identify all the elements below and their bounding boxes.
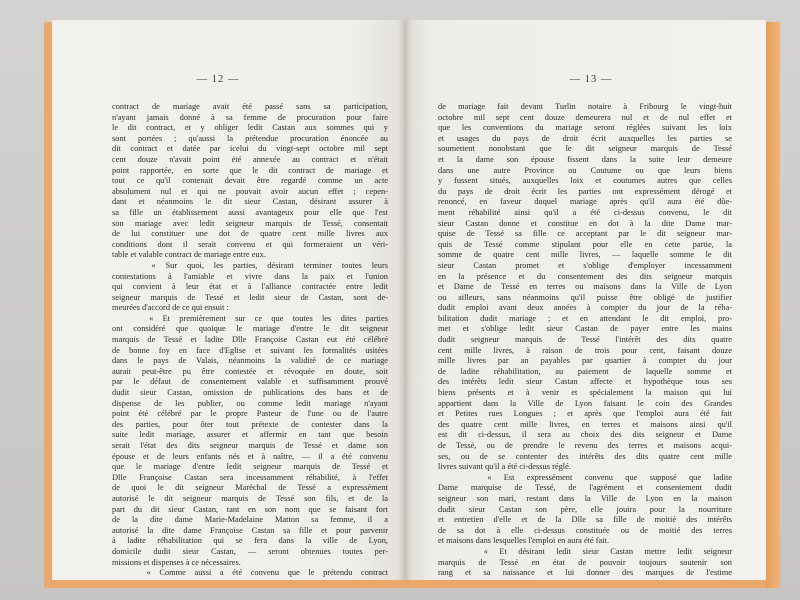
text-line: ou ailleurs, sans néanmoins qu'il puisse être obligé de justifier <box>438 292 732 302</box>
text-line: qui convient à leur état et à l'alliance contractée entre ledit <box>112 282 388 292</box>
book-gutter <box>398 20 412 580</box>
left-page-text <box>112 102 388 579</box>
text-line: biens présents et à venir et spécialement la maison qui lui <box>438 388 732 398</box>
text-line: et maisons dans lesquelles l'emploi en aura été fait. <box>438 536 610 546</box>
text-line: serait l'état des dits seigneur marquis de Tessé et dame son <box>112 441 388 450</box>
text-line: et usages du pays de droit écrit auxquelles les parties se <box>438 133 732 143</box>
text-line: ont considéré que quoique le mariage d'entre le dit seigneur <box>112 324 388 334</box>
text-line: renoncé, en faveur duquel mariage après qu'il aura été dûe- <box>438 197 732 207</box>
text-line: de ladite réhabilitation, au paiement de laquelle somme et <box>438 366 732 376</box>
text-line: et entretien d'elle et de la Dlle sa fille de moitié des intérêts <box>438 515 732 525</box>
text-line: de bonne foy en face d'Eglise et suivant les formalités usitées <box>112 345 388 355</box>
cover-edge <box>766 22 780 588</box>
text-line: point rapportée, en sorte que le dit contract de mariage et <box>112 165 388 175</box>
text-line: seigneur son mari, restant dans la Ville de Lyon en la maison <box>438 493 732 503</box>
text-line: « Est expressément convenu que supposé que ladite <box>438 472 732 482</box>
text-line: domicile dudit sieur Castan, — seront obtenues toutes per- <box>112 546 388 556</box>
text-line: de mariage fait devant Turlin notaire à Fribourg le vingt-huit <box>438 102 732 111</box>
text-line: dans une autre Province ou Coutume ou que leurs biens <box>438 165 732 175</box>
text-line: cent mille livres, à raison de trois pour cent, faisant douze <box>438 345 732 355</box>
right-page <box>404 20 766 580</box>
text-line: épouse et de leurs enfants nés et à naître, — il a été convenu <box>112 451 388 461</box>
text-line: aurait peut-être pu être contestée et révoquée en doute, soit <box>112 366 388 376</box>
text-line: sont portées ; qu'aussi la prétendue procuration énoncée au <box>112 133 388 143</box>
text-line: autorisé le dit seigneur marquis de Tessé son fils, et de la <box>112 493 388 503</box>
text-line: n'ayant jamais donné à sa femme de procuration pour faire <box>112 112 388 122</box>
text-line: et Dame de Tessé en terres ou maisons dans la Ville de Lyon <box>438 282 732 292</box>
text-line: suite ledit mariage, assurer et affermir en tant que besoin <box>112 430 388 440</box>
text-line: dudit sieur Castan son père, elle jouira pour la nourriture <box>438 504 732 514</box>
text-line: quise de Tessé sa fille ce acceptant par le dit seigneur mar- <box>438 229 732 239</box>
text-line: quis de Tessé comme stipulant pour elle en cette partie, la <box>438 239 732 249</box>
page-number-right: — 13 — <box>569 74 613 85</box>
text-line: seigneur marquis de Tessé et ledit sieur de Castan, sont de- <box>112 292 388 302</box>
text-line: met et s'oblige ledit sieur Castan de payer entre les mains <box>438 324 732 334</box>
text-line: du pays de droit écrit les parties ont expressément dérogé et <box>438 186 732 196</box>
text-line: Dame marquise de Tessé, de l'agrément et consentement dudit <box>438 483 732 493</box>
text-line: que le mariage d'entre ledit seigneur marquis de Tessé et <box>112 462 388 472</box>
text-line: dispense de les publier, ou comme ledit mariage n'ayant <box>112 398 388 408</box>
text-line: bilitation dudit mariage ; et en attendant le dit emploi, pro- <box>438 313 732 323</box>
text-line: part du dit sieur Castan, tant en son nom que se faisant fort <box>112 504 388 514</box>
text-line: est dit ci-dessus, il sera au choix des dits seigneur et Dame <box>438 430 732 440</box>
text-line: de quoi le dit seigneur Maréchal de Tessé a expressément <box>112 483 388 493</box>
text-line: dudit emploi avant deux années à compter du jour de la réha- <box>438 303 732 313</box>
text-line: « Sur quoi, les parties, désirant terminer toutes leurs <box>112 260 388 270</box>
text-line: par le défaut de consentement valable et suffisamment prouvé <box>112 377 388 387</box>
text-line: son mariage avec ledit seigneur marquis de Tessé, consentait <box>112 218 388 228</box>
text-line: contestations à l'amiable et vivre dans la paix et l'union <box>112 271 388 281</box>
text-line: meurées d'accord de ce qui ensuit : <box>112 303 229 313</box>
text-line: marquis de Tessé et ladite Dlle Françoise Castan eut été célébré <box>112 335 388 345</box>
text-line: dit contract et datée par icelui du vingt-sept octobre mil sept <box>112 144 388 154</box>
text-line: en la présence et du consentement des dits seigneur marquis <box>438 271 732 281</box>
text-line: de la dite dame Marie-Madelaine Matton sa femme, il a <box>112 515 388 525</box>
text-line: des quatre cent mille livres, en terres et maisons ainsi qu'il <box>438 419 732 429</box>
page-number-left: — 12 — <box>196 74 240 85</box>
text-line: contract de mariage avait été passé sans sa participation, <box>112 102 388 111</box>
text-line: somme de quatre cent mille livres, — laquelle somme le dit <box>438 250 732 260</box>
text-line: « Comme aussi a été convenu que le prétendu contract <box>112 568 388 578</box>
text-line: « Et désirant ledit sieur Castan mettre ledit seigneur <box>438 546 732 556</box>
text-line: missions et dispenses à ce nécessaires. <box>112 557 241 567</box>
text-line: absolument nul et qui ne pouvait avoir aucun effet ; cepen- <box>112 186 388 196</box>
text-line: le dit contract, et y obliger ledit Castan aux sommes qui y <box>112 123 388 133</box>
text-line: dudit sieur Castan, omission de publications des bans et de <box>112 388 388 398</box>
text-line: sieur Castan donne et constitue en dot à la dite Dame mar- <box>438 218 732 228</box>
text-line: cent douze n'avait point été annexée au contract et n'était <box>112 154 388 164</box>
text-line: table et valable contract de mariage entre eux. <box>112 250 266 260</box>
left-page <box>52 20 404 580</box>
text-line: des parties, pour ôter tout prétexte de contester dans la <box>112 419 388 429</box>
text-line: à ladite réhabilitation qui se fera dans la ville de Lyon, <box>112 536 388 546</box>
text-line: dans le pays de Valais, néanmoins la validité de ce mariage <box>112 356 388 366</box>
text-line: que les conventions du mariage seront réglées suivant les loix <box>438 123 732 133</box>
text-line: dudit seigneur marquis de Tessé l'intérêt des dits quatre <box>438 335 732 345</box>
text-line: point été célébré par le propre Pasteur de l'une ou de l'autre <box>112 409 388 419</box>
text-line: de sa dot à elle ci-dessus constituée ou de moitié des terres <box>438 525 732 535</box>
text-line: ment réhabilité ainsi qu'il a été ci-dessus convenu, le dit <box>438 207 732 217</box>
text-line: ses, ou de se contenter des intérêts des dits quatre cent mille <box>438 451 732 461</box>
text-line: appartient dans la Ville de Lyon faisant le coin des Grandes <box>438 398 732 408</box>
text-line: sieur Castan promet et s'oblige d'employer incessamment <box>438 260 732 270</box>
text-line: soumettent nonobstant que le dit seigneur marquis de Tessé <box>438 144 732 154</box>
text-line: des intérêts ledit sieur Castan affecte et hypothèque tous ses <box>438 377 732 387</box>
text-line: octobre mil sept cent douze demeurera nul et de nul effet et <box>438 112 732 122</box>
text-line: sa fille un établissement aussi avantageux pour elle que l'est <box>112 207 388 217</box>
text-line: livres suivant qu'il a été ci-dessus réglé. <box>438 462 571 472</box>
text-line: tout ce qu'il contenait devait être regardé comme un acte <box>112 176 388 186</box>
text-line: autorisé la dite dame Françoise Castan sa fille et pour parvenir <box>112 525 388 535</box>
text-line: y fussent situés, auxquelles loix et coutumes autres que celles <box>438 176 732 186</box>
text-line: et la dame son épouse fissent dans la suite leur demeure <box>438 154 732 164</box>
text-line: dant et néanmoins le dit sieur Castan, désirant assurer à <box>112 197 388 207</box>
text-line: conditions dont il serait convenu et qui formeraient un véri- <box>112 239 388 249</box>
text-line: de Tessé, ou de prendre le revenu des terres et maisons acqui- <box>438 441 732 450</box>
text-line: et Petites rues Longues ; et après que l'emploi aura été fait <box>438 409 732 419</box>
text-line: marquis de Tessé en état de pouvoir toujours soutenir son <box>438 557 732 567</box>
text-line: de lui constituer une dot de quatre cent mille livres aux <box>112 229 388 239</box>
text-line: « Et premièrement sur ce que toutes les dites parties <box>112 313 388 323</box>
text-line: Dlle Françoise Castan sera incessamment réhabilité, à l'effet <box>112 472 388 482</box>
right-page-text <box>438 102 732 579</box>
text-line: rang et sa naissance et lui donner des marques de l'estime <box>438 568 732 578</box>
text-line: mille livres par an payables par quartier à compter du jour <box>438 356 732 366</box>
